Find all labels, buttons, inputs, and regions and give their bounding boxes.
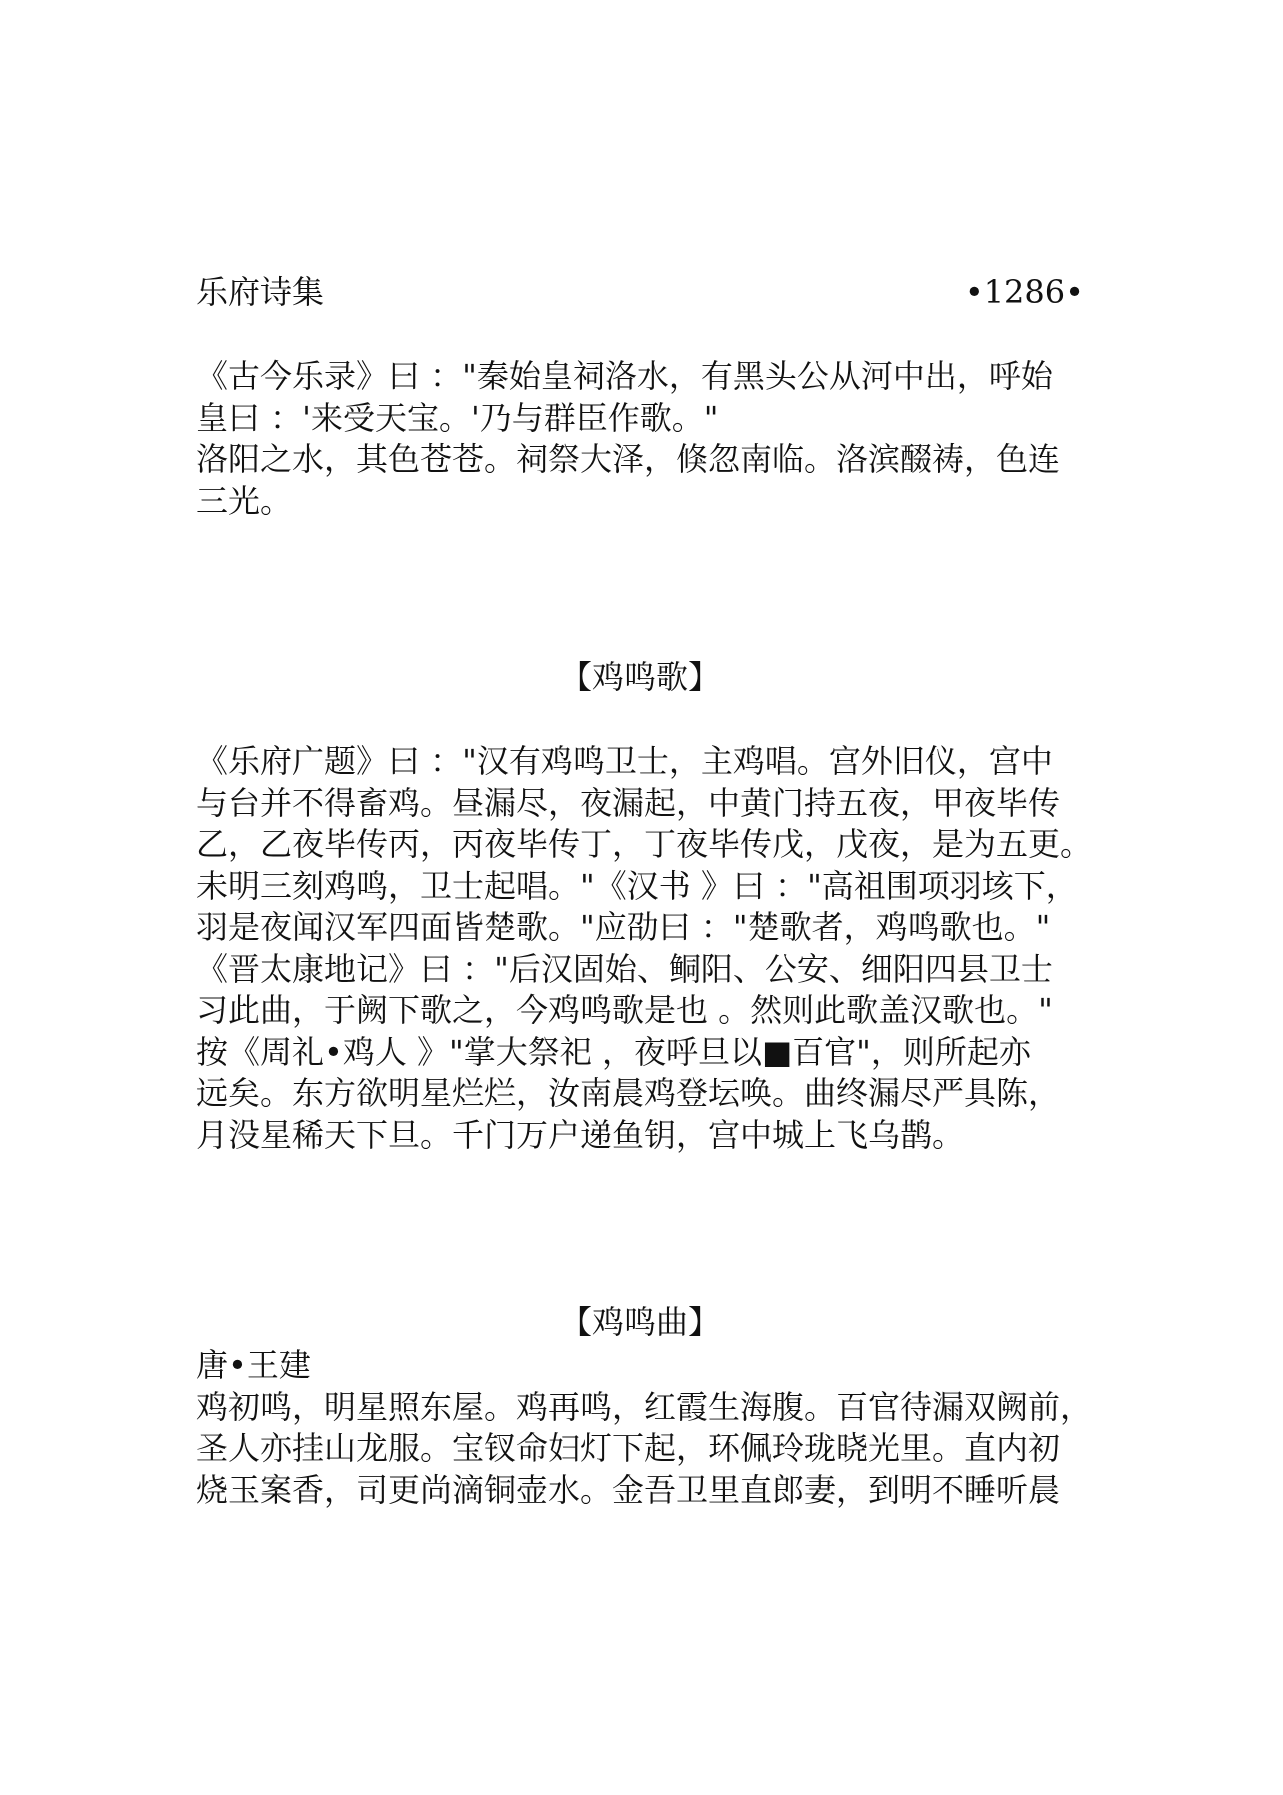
section-heading-jimingqu: 【鸡鸣曲】 — [559, 1303, 720, 1341]
text-line: 习此曲，于阙下歌之，今鸡鸣歌是也 。然则此歌盖汉歌也。" — [196, 991, 1053, 1029]
text-line: 羽是夜闻汉军四面皆楚歌。"应劭曰 ："楚歌者，鸡鸣歌也。" — [196, 908, 1051, 946]
text-line: 《晋太康地记》曰 ："后汉固始、鲖阳、公安、细阳四县卫士 — [196, 949, 1053, 988]
text-line: 乙，乙夜毕传丙，丙夜毕传丁，丁夜毕传戊，戊夜，是为五更。 — [196, 825, 1093, 863]
text-line: 按《周礼•鸡人 》"掌大祭祀 ，夜呼旦以■百官"，则所起亦 — [196, 1032, 1031, 1071]
section-jimingge-body — [196, 741, 1096, 1156]
text-line: 《乐府广题》曰 ："汉有鸡鸣卫士，主鸡唱。宫外旧仪，宫中 — [196, 742, 1053, 780]
text-line: 洛阳之水，其色苍苍。祠祭大泽，倏忽南临。洛滨醊祷，色连 — [196, 440, 1061, 478]
section-jimingqu-body — [196, 1345, 1096, 1511]
text-line: 烧玉案香，司更尚滴铜壶水。金吾卫里直郎妻，到明不睡听晨 — [196, 1470, 1061, 1509]
section-qin-shihuang — [196, 356, 1096, 522]
text-line: 未明三刻鸡鸣，卫士起唱。"《汉书 》曰 ："高祖围项羽垓下， — [196, 866, 1078, 905]
text-line: 远矣。东方欲明星烂烂，汝南晨鸡登坛唤。曲终漏尽严具陈， — [196, 1074, 1061, 1112]
author-line: 唐•王建 — [196, 1346, 311, 1384]
text-line: 与台并不得畜鸡。昼漏尽，夜漏起，中黄门持五夜，甲夜毕传 — [196, 783, 1061, 822]
text-line: 三光。 — [196, 481, 293, 520]
page-number: •1286• — [964, 273, 1084, 311]
text-line: 鸡初鸣，明星照东屋。鸡再鸣，红霞生海腹。百官待漏双阙前， — [196, 1387, 1093, 1426]
text-line: 月没星稀天下旦。千门万户递鱼钥，宫中城上飞乌鹊。 — [196, 1115, 965, 1154]
text-line: 《古今乐录》曰 ："秦始皇祠洛水，有黑头公从河中出，呼始 — [196, 357, 1053, 395]
text-line: 圣人亦挂山龙服。宝钗命妇灯下起，环佩玲珑晓光里。直内初 — [196, 1429, 1061, 1467]
page-header — [196, 270, 1084, 314]
section-heading-jimingge: 【鸡鸣歌】 — [559, 658, 720, 696]
text-line: 皇曰 ：'来受天宝。'乃与群臣作歌。" — [196, 398, 719, 437]
book-title: 乐府诗集 — [196, 273, 325, 311]
